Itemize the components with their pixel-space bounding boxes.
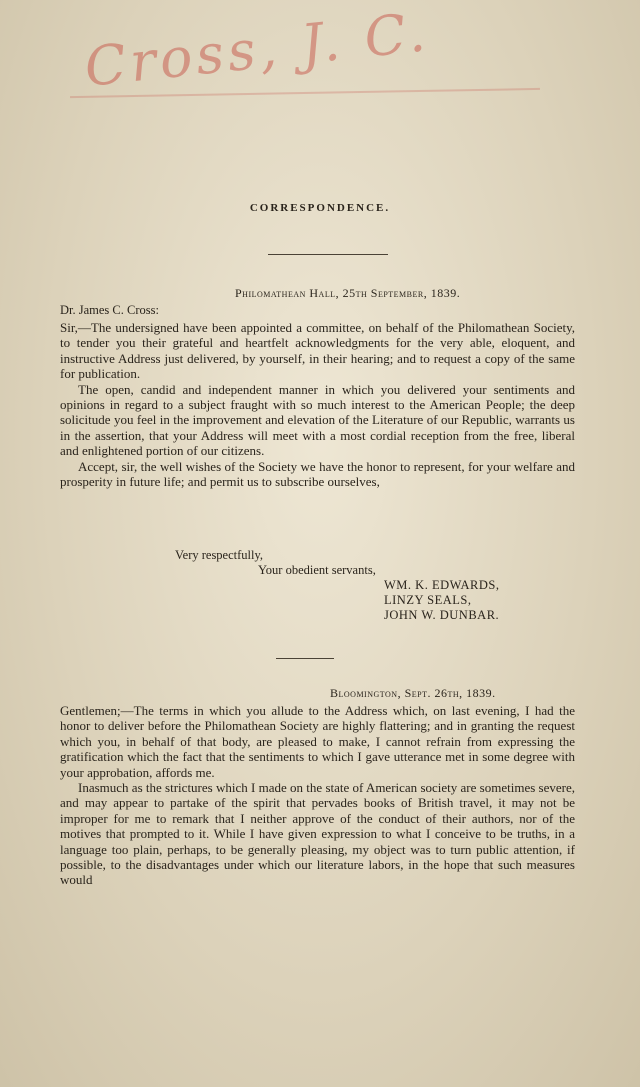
section-rule	[276, 658, 334, 659]
page-heading: CORRESPONDENCE.	[249, 202, 391, 214]
letter1-dateline: Philomathean Hall, 25th September, 1839.	[235, 286, 461, 300]
letter1-paragraph: Accept, sir, the well wishes of the Society we have the honor to represent, for your welfare and prosperity in future life; and permit us to subscribe ourselves,	[60, 458, 575, 490]
letter1-closing-2: Your obedient servants,	[258, 563, 376, 577]
signer: LINZY SEALS,	[384, 593, 472, 607]
letter1-closing: Very respectfully,	[175, 548, 264, 562]
letter1-paragraph: Sir,—The undersigned have been appointed a committee, on behalf of the Philomathean Society, to tender you their grateful and heartfelt acknowledgments for the very able, eloquent, and instructive Address just delivered, by yourself, in their hearing; and to request a copy of the same for publication.	[60, 320, 575, 382]
heading-rule	[268, 254, 388, 255]
signer: WM. K. EDWARDS,	[384, 578, 500, 592]
letter1-salutation: Dr. James C. Cross:	[60, 303, 159, 317]
handwritten-annotation: Cross, J. C.	[81, 0, 433, 99]
letter2-paragraph: Inasmuch as the strictures which I made on the state of American society are sometimes severe, and may appear to partake of the spirit that pervades books of British travel, it may not be improper for me to remark that I neither approve of the conduct of their authors, nor of the motives that prompted to it. While I have given expression to what I conceive to be truths, in a language too plain, perhaps, to be generally pleasing, my object was to turn public attention, if possible, to the disadvantages under which our literature labors, in the hope that such measures would	[60, 780, 575, 888]
letter1-body	[60, 320, 575, 489]
signer: JOHN W. DUNBAR.	[384, 608, 500, 622]
letter1-paragraph: The open, candid and independent manner in which you delivered your sentiments and opinions in regard to a subject fraught with so much interest to the American People; the deep solicitude you feel in the improvement and elevation of the Literature of our Republic, warrants us in the assertion, that your Address will meet with a most cordial reception from the free, liberal and enlightened portion of our citizens.	[60, 381, 575, 459]
letter2-body	[60, 703, 575, 888]
letter2-dateline: Bloomington, Sept. 26th, 1839.	[330, 686, 496, 700]
letter2-paragraph: Gentlemen;—The terms in which you allude to the Address which, on last evening, I had the honor to deliver before the Philomathean Society are highly flattering; and in granting the request which you, in behalf of that body, are pleased to make, I cannot refrain from expressing the gratification which the fact that the sentiments to which I gave utterance met in some degree with your approbation, affords me.	[60, 703, 575, 780]
